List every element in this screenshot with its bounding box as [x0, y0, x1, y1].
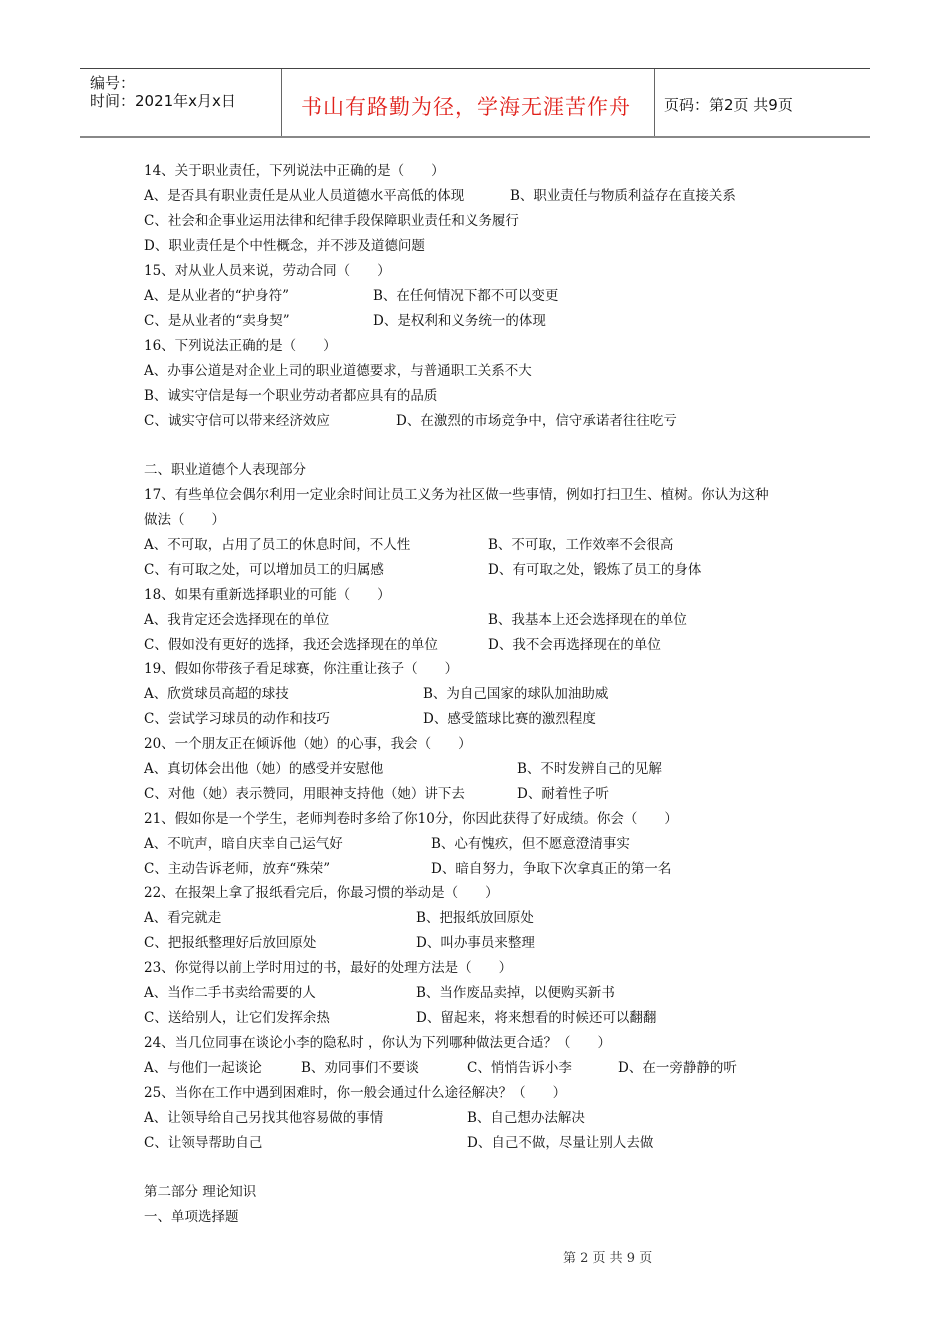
option: D、我不会再选择现在的单位	[488, 637, 661, 653]
option: D、在一旁静静的听	[618, 1060, 737, 1076]
option: D、有可取之处，锻炼了员工的身体	[488, 562, 702, 578]
option: D、耐着性子听	[517, 786, 609, 802]
option: B、把报纸放回原处	[416, 910, 534, 926]
question-stem: 17、有些单位会偶尔利用一定业余时间让员工义务为社区做一些事情，例如打扫卫生、植树。你认为这种	[144, 487, 769, 503]
question-stem: 19、假如你带孩子看足球赛，你注重让孩子（ ）	[144, 661, 459, 677]
header-divider	[281, 69, 282, 136]
header-motto: 书山有路勤为径，学海无涯苦作舟	[301, 95, 631, 119]
option: A、欣赏球员高超的球技	[144, 686, 289, 702]
option: B、诚实守信是每一个职业劳动者都应具有的品质	[144, 388, 438, 404]
option: C、送给别人，让它们发挥余热	[144, 1010, 330, 1026]
option: C、让领导帮助自己	[144, 1135, 263, 1151]
option: C、是从业者的“卖身契”	[144, 313, 290, 329]
option: B、为自己国家的球队加油助威	[423, 686, 609, 702]
option: C、把报纸整理好后放回原处	[144, 935, 317, 951]
option: A、我肯定还会选择现在的单位	[144, 612, 330, 628]
option: A、与他们一起谈论	[144, 1060, 262, 1076]
option: D、感受篮球比赛的激烈程度	[423, 711, 596, 727]
option: A、真切体会出他（她）的感受并安慰他	[144, 761, 384, 777]
option: C、主动告诉老师，放弃“殊荣”	[144, 861, 331, 877]
option: C、社会和企事业运用法律和纪律手段保障职业责任和义务履行	[144, 213, 519, 229]
option: B、不时发辨自己的见解	[517, 761, 662, 777]
option: C、悄悄告诉小李	[467, 1060, 572, 1076]
option: D、暗自努力，争取下次拿真正的第一名	[431, 861, 672, 877]
document-id-label: 编号：	[90, 74, 136, 92]
question-stem: 25、当你在工作中遇到困难时，你一般会通过什么途径解决？（ ）	[144, 1085, 567, 1101]
question-stem: 14、关于职业责任，下列说法中正确的是（ ）	[144, 163, 445, 179]
document-date: 时间：2021年x月x日	[90, 92, 236, 110]
section-heading: 一、单项选择题	[144, 1209, 239, 1225]
option: C、尝试学习球员的动作和技巧	[144, 711, 330, 727]
page-code: 页码：第2页 共9页	[664, 96, 793, 114]
option: A、是否具有职业责任是从业人员道德水平高低的体现	[144, 188, 465, 204]
question-stem: 23、你觉得以前上学时用过的书，最好的处理方法是（ ）	[144, 960, 513, 976]
option: B、我基本上还会选择现在的单位	[488, 612, 687, 628]
option: D、自己不做，尽量让别人去做	[467, 1135, 654, 1151]
part-heading: 第二部分 理论知识	[144, 1184, 257, 1200]
option: D、是权利和义务统一的体现	[373, 313, 546, 329]
option: B、不可取，工作效率不会很高	[488, 537, 674, 553]
question-stem: 16、下列说法正确的是（ ）	[144, 338, 337, 354]
option: B、当作废品卖掉，以便购买新书	[416, 985, 615, 1001]
option: D、在激烈的市场竞争中，信守承诺者往往吃亏	[396, 413, 677, 429]
option: A、办事公道是对企业上司的职业道德要求，与普通职工关系不大	[144, 363, 532, 379]
question-stem: 18、如果有重新选择职业的可能（ ）	[144, 587, 391, 603]
option: D、留起来，将来想看的时候还可以翻翻	[416, 1010, 657, 1026]
option: B、劝同事们不要谈	[301, 1060, 419, 1076]
page-header	[80, 68, 870, 138]
option: A、不可取，占用了员工的休息时间，不人性	[144, 537, 411, 553]
option: C、有可取之处，可以增加员工的归属感	[144, 562, 384, 578]
option: B、在任何情况下都不可以变更	[373, 288, 559, 304]
option: C、诚实守信可以带来经济效应	[144, 413, 330, 429]
section-heading: 二、职业道德个人表现部分	[144, 462, 306, 478]
question-stem: 做法（ ）	[144, 512, 225, 528]
question-stem: 20、一个朋友正在倾诉他（她）的心事，我会（ ）	[144, 736, 472, 752]
question-stem: 21、假如你是一个学生，老师判卷时多给了你10分，你因此获得了好成绩。你会（ ）	[144, 811, 678, 827]
option: A、不吭声，暗自庆幸自己运气好	[144, 836, 343, 852]
option: B、自己想办法解决	[467, 1110, 585, 1126]
question-stem: 24、当几位同事在谈论小李的隐私时 ，你认为下列哪种做法更合适？（ ）	[144, 1035, 611, 1051]
option: D、叫办事员来整理	[416, 935, 535, 951]
question-stem: 15、对从业人员来说，劳动合同（ ）	[144, 263, 391, 279]
option: C、对他（她）表示赞同，用眼神支持他（她）讲下去	[144, 786, 465, 802]
page-footer: 第 2 页 共 9 页	[563, 1251, 653, 1266]
option: D、职业责任是个中性概念，并不涉及道德问题	[144, 238, 425, 254]
option: A、当作二手书卖给需要的人	[144, 985, 316, 1001]
option: C、假如没有更好的选择，我还会选择现在的单位	[144, 637, 438, 653]
option: B、心有愧疚，但不愿意澄清事实	[431, 836, 630, 852]
option: B、职业责任与物质利益存在直接关系	[510, 188, 736, 204]
header-divider	[654, 69, 655, 136]
option: A、让领导给自己另找其他容易做的事情	[144, 1110, 384, 1126]
option: A、看完就走	[144, 910, 222, 926]
question-stem: 22、在报架上拿了报纸看完后，你最习惯的举动是（ ）	[144, 885, 499, 901]
option: A、是从业者的“护身符”	[144, 288, 290, 304]
